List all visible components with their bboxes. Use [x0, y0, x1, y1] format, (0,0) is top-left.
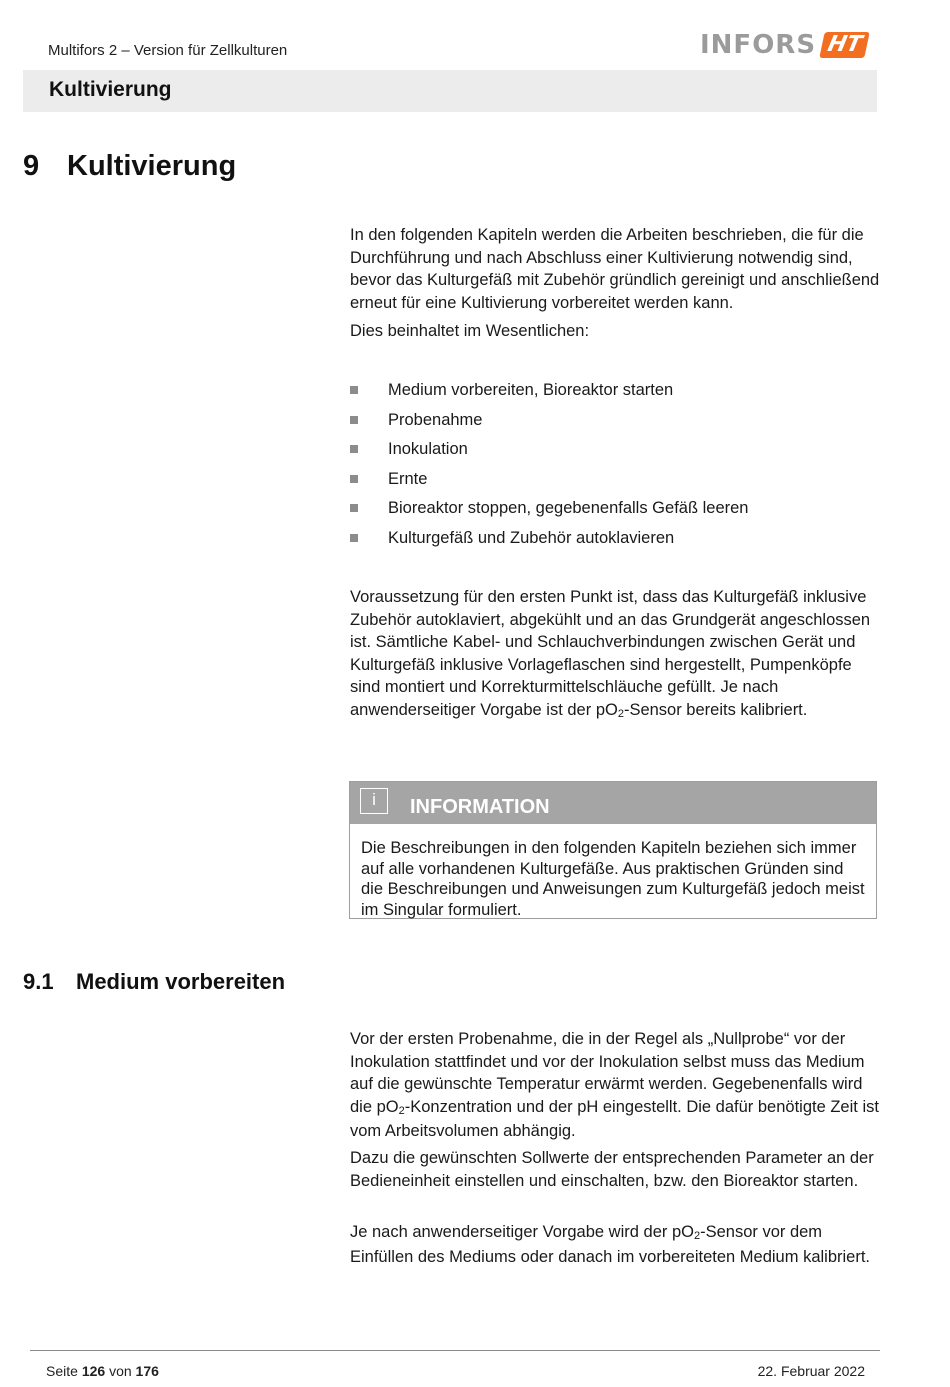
list-item: Probenahme — [350, 408, 880, 438]
footer-date: 22. Februar 2022 — [757, 1363, 865, 1379]
information-header — [350, 782, 876, 824]
chapter-number: 9 — [23, 150, 40, 182]
page-number: Seite 126 von 176 — [46, 1363, 159, 1379]
task-list — [350, 378, 880, 556]
section-header-label: Kultivierung — [49, 78, 172, 101]
section-paragraph-2: Dazu die gewünschten Sollwerte der entsprechenden Parameter an der Bedieneinheit einstellen und einschalten, bzw. den Bioreaktor starten. — [350, 1149, 874, 1190]
chapter-heading — [23, 150, 236, 183]
section-number: 9.1 — [23, 969, 54, 994]
section-heading — [23, 969, 285, 995]
section-title: Medium vorbereiten — [76, 969, 286, 994]
section-paragraph-3: Je nach anwenderseitiger Vorgabe wird der $pO_2$-Sensor vor dem Einfüllen des Mediums oder danach im vorbereiteten Medium kalibriert. — [350, 1223, 870, 1266]
logo-text: INFORS — [700, 30, 817, 60]
list-item: Medium vorbereiten, Bioreaktor starten — [350, 378, 880, 408]
document-title: Multifors 2 – Version für Zellkulturen — [48, 42, 288, 59]
infors-logo — [700, 30, 867, 60]
list-intro: Dies beinhaltet im Wesentlichen: — [350, 322, 590, 340]
info-icon: i — [360, 788, 388, 814]
bullet-square-icon — [350, 504, 358, 512]
bullet-square-icon — [350, 416, 358, 424]
bullet-square-icon — [350, 534, 358, 542]
logo-mark: HT — [819, 32, 870, 58]
footer-divider — [30, 1350, 880, 1351]
bullet-square-icon — [350, 445, 358, 453]
information-body: Die Beschreibungen in den folgenden Kapiteln beziehen sich immer auf alle vorhandenen Kulturgefäße. Aus praktischen Gründen sind die Beschreibungen und Anweisungen zum Kulturgefäß jedoch meist im Singular formuliert. — [361, 839, 865, 919]
chapter-title: Kultivierung — [67, 150, 237, 182]
list-item: Ernte — [350, 467, 880, 497]
section-header-band — [23, 70, 877, 112]
information-title: INFORMATION — [410, 796, 550, 818]
list-item: Kulturgefäß und Zubehör autoklavieren — [350, 526, 880, 556]
information-box — [349, 781, 877, 919]
list-item: Bioreaktor stoppen, gegebenenfalls Gefäß leeren — [350, 496, 880, 526]
intro-paragraph: In den folgenden Kapiteln werden die Arbeiten beschrieben, die für die Durchführung und nach Abschluss einer Kultivierung notwendig sind, bevor das Kulturgefäß mit Zubehör gründlich gereinigt und anschließend erneut für eine Kultivierung vorbereitet werden kann. — [350, 226, 880, 312]
section-paragraph-1: Vor der ersten Probenahme, die in der Regel als „Nullprobe“ vor der Inokulation stattfindet und vor der Inokulation selbst muss das Medium auf die gewünschte Temperatur erwärmt werden. Gegebenenfalls wird die $pO_2$-Konzentration und der pH eingestellt. Die dafür benötigte Zeit ist vom Arbeitsvolumen abhängig. — [350, 1030, 879, 1140]
bullet-square-icon — [350, 475, 358, 483]
prerequisite-paragraph: Voraussetzung für den ersten Punkt ist, dass das Kulturgefäß inklusive Zubehör autoklaviert, abgekühlt und an das Grundgerät angeschlossen ist. Sämtliche Kabel- und Schlauchverbindungen zwischen Gerät und Kulturgefäß inklusive Vorlageflaschen sind hergestellt, Pumpenköpfe sind montiert und Korrekturmittelschläuche gefüllt. Je nach anwenderseitiger Vorgabe ist der $pO_2$-Sensor bereits kalibriert. — [350, 588, 871, 720]
list-item: Inokulation — [350, 437, 880, 467]
bullet-square-icon — [350, 386, 358, 394]
